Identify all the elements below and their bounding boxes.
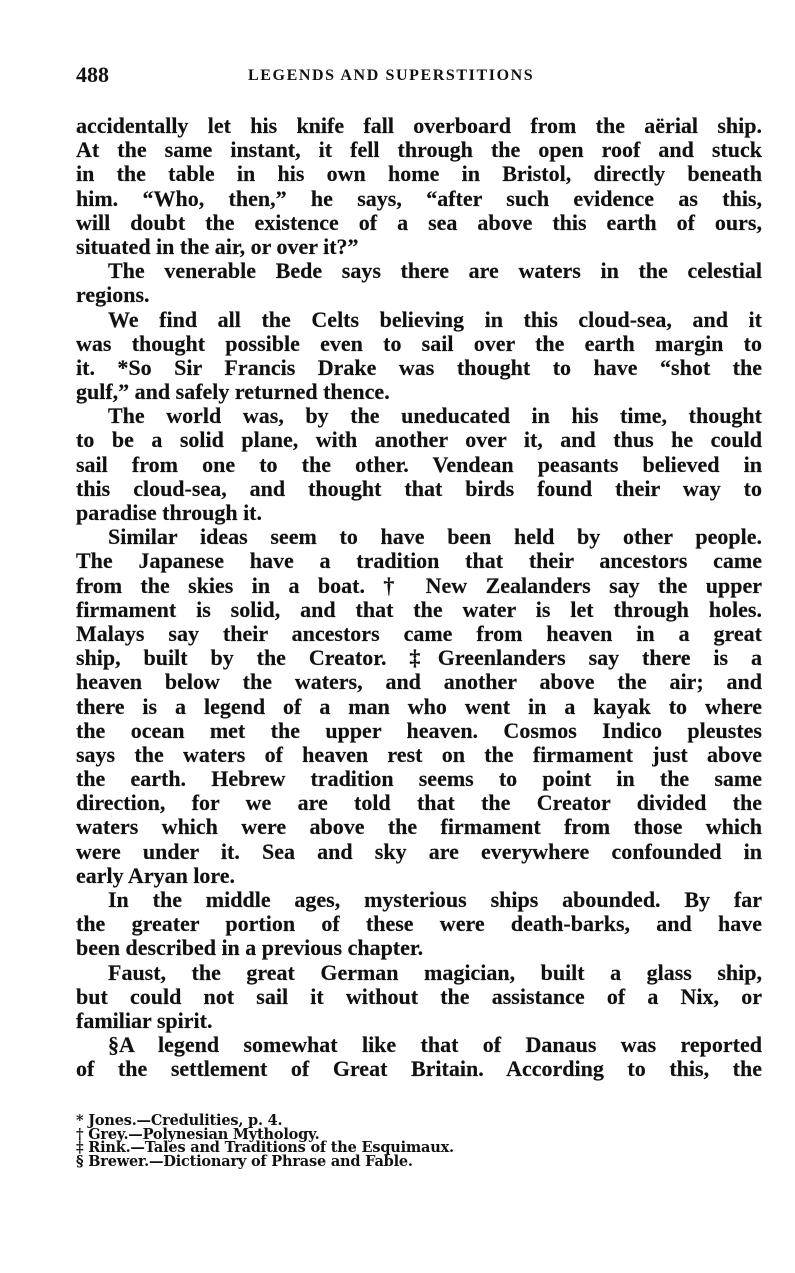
text-line: in the table in his own home in Bristol, directly beneath <box>76 161 762 187</box>
text-line: gulf,” and safely returned thence. <box>76 379 390 405</box>
footnote: § Brewer.—Dictionary of Phrase and Fable. <box>76 1152 413 1170</box>
text-line: We find all the Celts believing in this cloud-sea, and it <box>108 306 762 332</box>
body-text <box>76 114 762 1082</box>
text-line: firmament is solid, and that the water is let through holes. <box>76 596 762 622</box>
text-line: been described in a previous chapter. <box>76 935 424 961</box>
text-line: The Japanese have a tradition that their ancestors came <box>76 548 762 574</box>
text-line: this cloud-sea, and thought that birds found their way to <box>76 475 762 501</box>
text-line: Similar ideas seem to have been held by other people. <box>108 524 762 550</box>
footnote: * Jones.—Credulities, p. 4. <box>76 1112 283 1129</box>
page-number: 488 <box>76 62 109 87</box>
text-line: The world was, by the uneducated in his time, thought <box>108 403 762 429</box>
text-line: situated in the air, or over it?” <box>76 233 359 259</box>
text-line: there is a legend of a man who went in a kayak to where <box>76 693 762 719</box>
running-title: LEGENDS AND SUPERSTITIONS <box>248 67 535 84</box>
text-line: accidentally let his knife fall overboard from the aërial ship. <box>76 113 762 138</box>
text-line: paradise through it. <box>76 500 263 525</box>
text-line: the greater portion of these were death-barks, and have <box>76 911 762 937</box>
footnote: ‡ Rink.—Tales and Traditions of the Esquimaux. <box>76 1139 454 1156</box>
text-line: Malays say their ancestors came from heaven in a great <box>76 620 762 646</box>
text-line: At the same instant, it fell through the open roof and stuck <box>76 137 762 163</box>
text-line: of the settlement of Great Britain. According to this, the <box>76 1056 762 1082</box>
text-line: §A legend somewhat like that of Danaus was reported <box>108 1032 762 1058</box>
text-line: early Aryan lore. <box>76 862 236 888</box>
text-line: In the middle ages, mysterious ships abounded. By far <box>108 887 762 912</box>
text-line: Faust, the great German magician, built a glass ship, <box>108 959 762 985</box>
text-line: ship, built by the Creator. ‡Greenlanders say there is a <box>76 645 762 671</box>
text-line: it. *So Sir Francis Drake was thought to have “shot the <box>76 354 762 380</box>
text-line: was thought possible even to sail over the earth margin to <box>76 330 762 356</box>
footnotes <box>76 1114 454 1168</box>
text-line: says the waters of heaven rest on the firmament just above <box>76 741 762 767</box>
text-line: The venerable Bede says there are waters in the celestial <box>108 258 762 284</box>
text-line: to be a solid plane, with another over it, and thus he could <box>76 427 762 453</box>
footnote: † Grey.—Polynesian Mythology. <box>76 1125 320 1143</box>
text-line: from the skies in a boat. † New Zealanders say the upper <box>76 572 762 598</box>
text-line: will doubt the existence of a sea above this earth of ours, <box>76 209 762 235</box>
text-line: direction, for we are told that the Creator divided the <box>76 790 762 816</box>
text-line: sail from one to the other. Vendean peasants believed in <box>76 451 762 477</box>
text-line: were under it. Sea and sky are everywhere confounded in <box>76 838 762 864</box>
text-line: the ocean met the upper heaven. Cosmos Indico pleustes <box>76 717 762 743</box>
text-line: familiar spirit. <box>76 1007 213 1033</box>
text-line: waters which were above the firmament from those which <box>76 814 762 840</box>
text-line: him. “Who, then,” he says, “after such evidence as this, <box>76 185 762 211</box>
text-line: regions. <box>76 282 150 308</box>
text-line: heaven below the waters, and another above the air; and <box>76 669 762 695</box>
text-line: but could not sail it without the assistance of a Nix, or <box>76 983 762 1009</box>
text-line: the earth. Hebrew tradition seems to point in the same <box>76 766 762 792</box>
